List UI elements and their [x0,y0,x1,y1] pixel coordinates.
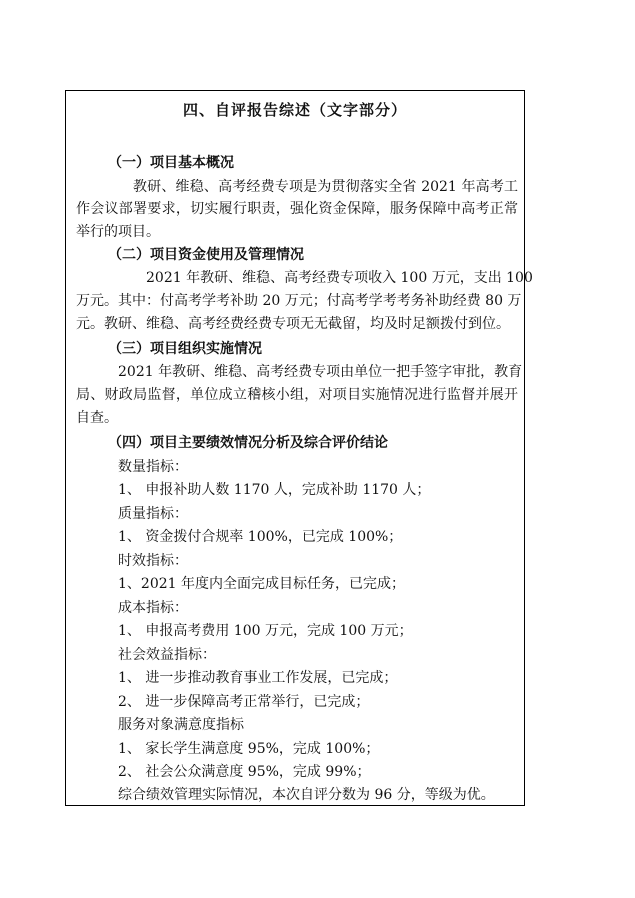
timeliness-indicator-label: 时效指标： [118,553,188,569]
part2-line-1: 2021 年教研、维稳、高考经费专项收入 100 万元，支出 100 [146,270,533,286]
part4-heading: （四）项目主要绩效情况分析及综合评价结论 [108,435,388,451]
social-benefit-indicator-item-2: 2、 进一步保障高考正常举行，已完成； [118,694,370,710]
quantity-indicator-label: 数量指标： [118,459,188,475]
social-benefit-indicator-item-1: 1、 进一步推动教育事业工作发展，已完成； [118,670,398,686]
satisfaction-indicator-item-2: 2、 社会公众满意度 95%，完成 99%； [118,764,371,780]
part3-line-1: 2021 年教研、维稳、高考经费专项由单位一把手签字审批，教育 [118,364,523,380]
part1-line-1: 教研、维稳、高考经费专项是为贯彻落实全省 2021 年高考工 [133,179,518,195]
satisfaction-indicator-item-1: 1、 家长学生满意度 95%，完成 100%； [118,741,380,757]
cost-indicator-label: 成本指标： [118,600,188,616]
overall-conclusion: 综合绩效管理实际情况，本次自评分数为 96 分，等级为优。 [118,787,495,803]
part1-line-2: 作会议部署要求，切实履行职责，强化资金保障，服务保障中高考正常 [76,201,518,217]
part2-heading: （二）项目资金使用及管理情况 [108,247,304,263]
part2-line-2: 万元。其中：付高考学考补助 20 万元；付高考学考考务补助经费 80 万 [76,293,522,309]
part2-line-3: 元。教研、维稳、高考经费经费专项无无截留，均及时足额拨付到位。 [76,316,510,332]
part3-heading: （三）项目组织实施情况 [108,341,262,357]
cost-indicator-item-1: 1、 申报高考费用 100 万元，完成 100 万元； [118,623,413,639]
social-benefit-indicator-label: 社会效益指标： [118,647,216,663]
quality-indicator-label: 质量指标： [118,506,188,522]
quality-indicator-item-1: 1、 资金拨付合规率 100%，已完成 100%； [118,529,403,545]
timeliness-indicator-item-1: 1、2021 年度内全面完成目标任务，已完成； [118,576,405,592]
part1-line-3: 举行的项目。 [76,224,160,240]
report-box [65,90,533,806]
quantity-indicator-item-1: 1、 申报补助人数 1170 人，完成补助 1170 人； [118,482,431,498]
part1-heading: （一）项目基本概况 [108,155,234,171]
part3-line-3: 自查。 [76,410,118,426]
satisfaction-indicator-label: 服务对象满意度指标 [118,717,244,733]
section-title: 四、自评报告综述（文字部分） [182,101,407,119]
part3-line-2: 局、财政局监督，单位成立稽核小组，对项目实施情况进行监督并展开 [76,387,518,403]
